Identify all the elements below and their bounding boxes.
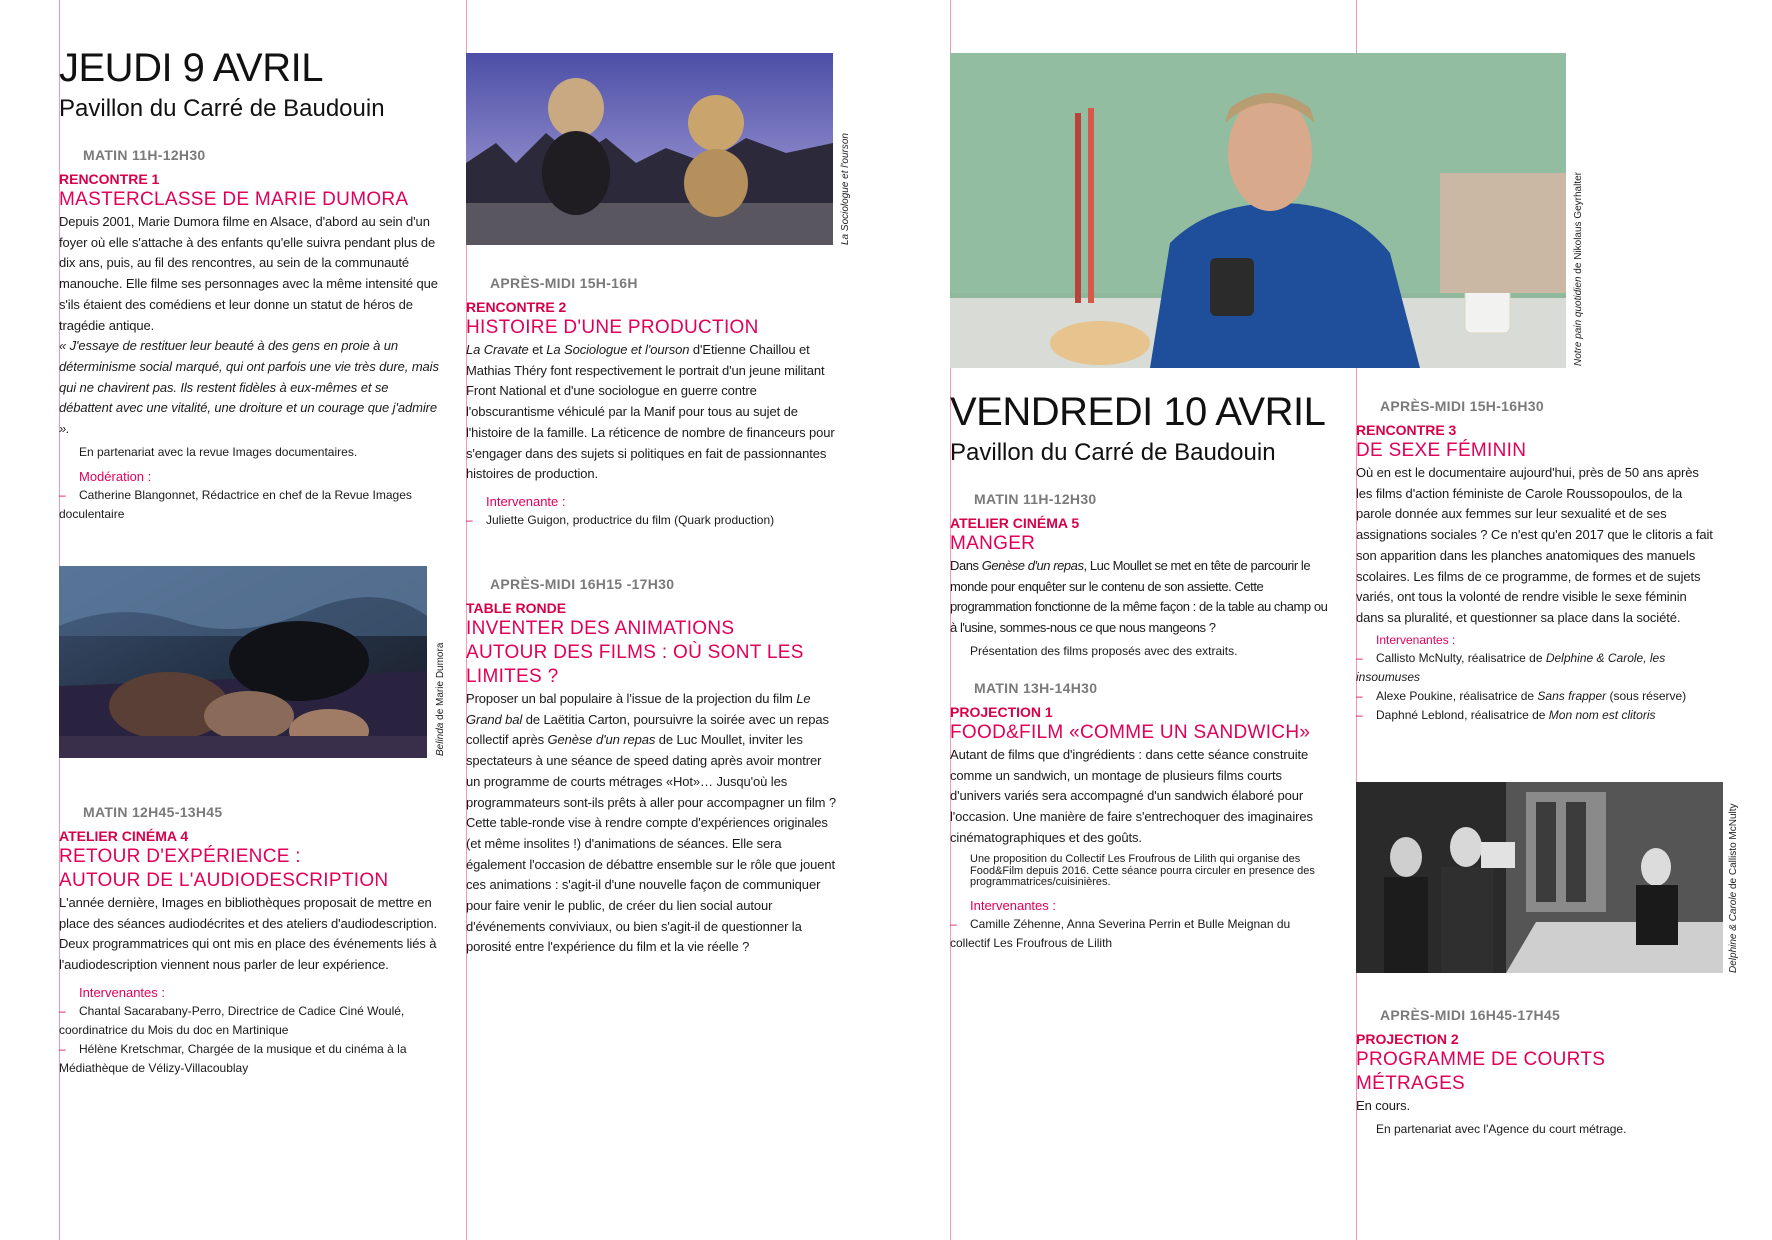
speaker-item: – Alexe Poukine, réalisatrice de Sans frapper (sous réserve): [1356, 687, 1716, 706]
role-label: Intervenante :: [486, 493, 566, 509]
event-atelier-5: [950, 490, 1330, 659]
event-rencontre-1: [59, 146, 439, 524]
event-title-line2: AUTOUR DE L'AUDIODESCRIPTION: [59, 870, 389, 891]
role-label: Modération :: [79, 468, 152, 484]
event-title-line2: AUTOUR DES FILMS : OÙ SONT LES LIMITES ?: [466, 642, 804, 687]
event-description: L'année dernière, Images en bibliothèques proposait de mettre en place des séances audiodécrites et des ateliers d'audiodescription. Deux programmatrices qui ont mis en place des événements liés à l'audiodescription viennent nous parler de leur expérience.: [59, 895, 438, 973]
time-slot: MATIN 11H-12H30: [974, 491, 1097, 507]
film-still-belinda: [59, 566, 427, 758]
event-description: Où en est le documentaire aujourd'hui, près de 50 ans après les films d'action féministe de Carole Roussopoulos, de la parole donnée aux femmes sur leur sexualité et de ses assignations sociales ? Ce n'est qu'en 2017 que le clitoris a fait son apparition dans les planches anatomiques des manuels scolaires. Les films de ce programme, de formes et de sujets variés, ont tous la volonté de rendre visible le sexe féminin dans sa pluralité, et questionner sa place dans la société.: [1356, 465, 1713, 625]
event-title: RETOUR D'EXPÉRIENCE :: [59, 846, 301, 867]
dash-icon: –: [59, 1003, 66, 1018]
film-still-sociologue: [466, 53, 833, 245]
day-heading: JEUDI 9 AVRIL: [59, 46, 323, 90]
dash-icon: –: [1356, 650, 1363, 665]
event-kind: ATELIER CINÉMA 5: [950, 515, 1080, 531]
partner-note: En partenariat avec la revue Images documentaires.: [79, 444, 358, 459]
dash-icon: –: [1356, 707, 1363, 722]
event-description: Proposer un bal populaire à l'issue de la projection du film Le Grand bal de Laëtitia Carton, poursuivre la soirée avec un repas collectif après Genèse d'un repas de Luc Moullet, inviter les spectateurs à une séance de speed dating après avoir montrer un programme de courts métrages «Hot»… Jusqu'où les programmateurs sont-ils prêts à aller pour accompagner un film ?: [466, 691, 837, 810]
sociologue-image: [466, 53, 833, 245]
event-title: MANGER: [950, 533, 1036, 554]
event-title: DE SEXE FÉMININ: [1356, 440, 1527, 461]
role-label: Intervenantes :: [1376, 632, 1456, 647]
venue-heading: Pavillon du Carré de Baudouin: [59, 95, 385, 122]
dash-icon: –: [59, 1041, 66, 1056]
event-kind: TABLE RONDE: [466, 600, 567, 616]
time-slot: MATIN 11H-12H30: [83, 147, 206, 163]
column-1: [59, 48, 439, 524]
dash-icon: –: [466, 512, 473, 527]
film-still-notre-pain: [950, 53, 1566, 368]
event-projection-1: [950, 679, 1330, 953]
speaker-item: – Hélène Kretschmar, Chargée de la musique et du cinéma à la Médiathèque de Vélizy-Villacoublay: [59, 1041, 407, 1075]
photo-caption: Belinda de Marie Dumora: [435, 642, 446, 756]
event-table-ronde: [466, 575, 838, 958]
belinda-image: [59, 566, 427, 758]
event-note: En partenariat avec l'Agence du court métrage.: [1376, 1121, 1627, 1136]
speaker-item: – Camille Zéhenne, Anna Severina Perrin et Bulle Meignan du collectif Les Froufrous de Lilith: [950, 916, 1291, 950]
event-note: Présentation des films proposés avec des extraits.: [970, 643, 1238, 658]
venue-heading: Pavillon du Carré de Baudouin: [950, 439, 1276, 466]
event-rencontre-3: [1356, 397, 1716, 725]
speaker-item: – Callisto McNulty, réalisatrice de Delphine & Carole, les insoumuses: [1356, 650, 1666, 684]
event-quote: « J'essaye de restituer leur beauté à des gens en proie à un déterminisme social marqué, qui ont parfois une vie très dure, mais qui ne chavirent pas. Ils restent fidèles à eux-mêmes et se débattent avec une vitalité, une droiture et un courage que j'admire ».: [59, 338, 439, 437]
column-3: [950, 392, 1330, 953]
event-title: PROGRAMME DE COURTS MÉTRAGES: [1356, 1049, 1606, 1094]
photo-caption: Notre pain quotidien de Nikolaus Geyrhalter: [1573, 171, 1584, 366]
event-title: MASTERCLASSE DE MARIE DUMORA: [59, 189, 409, 210]
time-slot: APRÈS-MIDI 15H-16H30: [1380, 398, 1544, 414]
event-title: INVENTER DES ANIMATIONS: [466, 618, 735, 639]
event-description: Dans Genèse d'un repas, Luc Moullet se met en tête de parcourir le monde pour enquêter sur le contenu de son assiette. Cette programmation fonctionne de la même façon : de la table au champ ou à l'usine, sommes-nous ce que nous mangeons ?: [950, 558, 1328, 636]
event-kind: PROJECTION 2: [1356, 1031, 1459, 1047]
photo-caption: Delphine & Carole de Callisto McNulty: [1728, 803, 1739, 973]
time-slot: MATIN 12H45-13H45: [83, 804, 223, 820]
event-description-2: Cette table-ronde vise à rendre compte d'expériences originales (et même insolites !) d'animations de séances. Elle sera également l'occasion de débattre ensemble sur le rôle que jouent ces animations : s'agit-il d'une nouvelle façon de communiquer pour faire venir le public, de créer du lien social autour d'événements conviviaux, ou bien s'agit-il de questionner la porosité entre l'expérience du film et la vie réelle ?: [466, 815, 835, 955]
time-slot: APRÈS-MIDI 16H45-17H45: [1380, 1007, 1561, 1023]
event-description: En cours.: [1356, 1098, 1411, 1113]
dash-icon: –: [950, 916, 957, 931]
event-atelier-4: [59, 803, 439, 1078]
event-kind: RENCONTRE 2: [466, 299, 567, 315]
speaker-item: – Daphné Leblond, réalisatrice de Mon nom est clitoris: [1356, 706, 1716, 725]
event-projection-2: [1356, 1006, 1716, 1137]
speaker-item: – Catherine Blangonnet, Rédactrice en chef de la Revue Images doculentaire: [59, 487, 412, 521]
photo-caption: La Sociologue et l'ourson: [840, 133, 851, 245]
time-slot: MATIN 13H-14H30: [974, 679, 1098, 696]
dash-icon: –: [1356, 688, 1363, 703]
day-heading: VENDREDI 10 AVRIL: [950, 390, 1326, 434]
event-description: Autant de films que d'ingrédients : dans cette séance construite comme un sandwich, un montage de plusieurs films courts d'univers variés sera accompagné d'un sandwich élaboré pour l'occasion. Une manière de faire s'entrechoquer des imaginaires cinématographiques et des goûts.: [950, 746, 1313, 845]
event-rencontre-2: [466, 274, 838, 530]
delphine-carole-image: [1356, 782, 1723, 973]
event-note: Une proposition du Collectif Les Froufrous de Lilith qui organise des Food&Film depuis 2016. Cette séance pourra circuler en presence des programmatrices/cuisinières.: [970, 853, 1315, 889]
event-kind: RENCONTRE 3: [1356, 422, 1457, 438]
event-title: HISTOIRE D'UNE PRODUCTION: [466, 317, 759, 338]
film-still-delphine-carole: [1356, 782, 1723, 973]
time-slot: APRÈS-MIDI 16H15 -17H30: [490, 576, 675, 592]
event-description: La Cravate et La Sociologue et l'ourson d'Etienne Chaillou et Mathias Théry font respectivement le portrait d'un jeune militant Front National et d'une sociologue en guerre contre l'obscurantisme véhiculé par la Manif pour tous au sujet de l'histoire de la famille. La réticence de nombre de financeurs pour s'engager dans des sujets si politiques en fait de passionnantes histoires de production.: [466, 342, 835, 482]
notre-pain-image: [950, 53, 1566, 368]
event-kind: PROJECTION 1: [950, 703, 1053, 720]
event-kind: ATELIER CINÉMA 4: [59, 828, 189, 844]
speaker-item: – Chantal Sacarabany-Perro, Directrice de Cadice Ciné Woulé, coordinatrice du Mois du doc en Martinique: [59, 1003, 405, 1037]
role-label: Intervenantes :: [79, 984, 165, 1000]
role-label: Intervenantes :: [970, 897, 1056, 913]
dash-icon: –: [59, 487, 66, 502]
speaker-item: – Juliette Guigon, productrice du film (Quark production): [466, 511, 838, 530]
event-description: Depuis 2001, Marie Dumora filme en Alsace, d'abord au sein d'un foyer où elle s'attache à des enfants qu'elle suivra pendant plus de dix ans, puis, au fil des rencontres, au sein de la communauté manouche. Elle filme ses personnages avec la même intensité que s'ils étaient des comédiens et leur donne un statut de héros de tragédie antique.: [59, 214, 438, 333]
event-kind: RENCONTRE 1: [59, 171, 160, 187]
time-slot: APRÈS-MIDI 15H-16H: [490, 275, 638, 291]
event-title: FOOD&FILM «COMME UN SANDWICH»: [950, 721, 1311, 743]
